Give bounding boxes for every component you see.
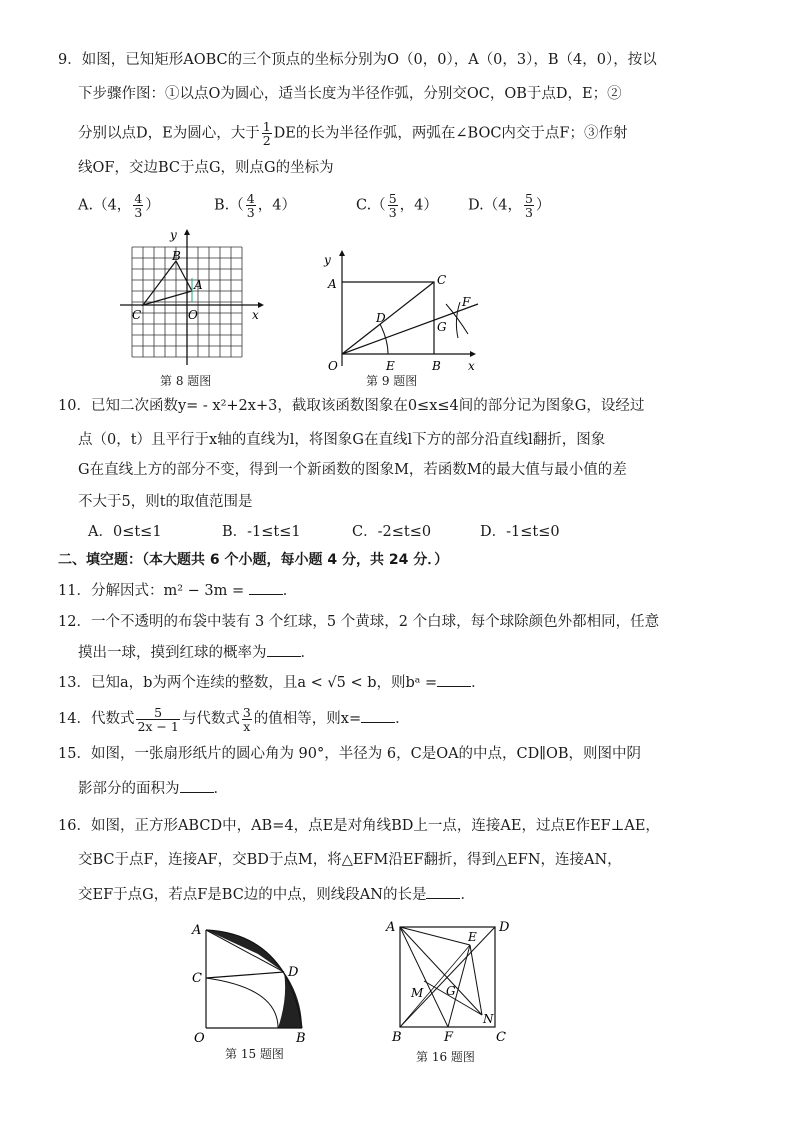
label-b: B <box>172 249 181 263</box>
figure-8 <box>110 225 280 370</box>
q13: 13．已知a，b为两个连续的整数，且a < √5 < b，则bᵃ = ． <box>58 672 486 693</box>
q16-line-2: 交BC于点F，连接AF，交BD于点M，将△EFM沿EF翻折，得到△EFN，连接AN， <box>78 852 622 868</box>
figure-9-caption: 第 9 题图 <box>366 374 418 388</box>
label-a: A <box>328 277 337 291</box>
q16-answer-blank[interactable] <box>426 884 460 899</box>
q12-line-1: 12．一个不透明的布袋中装有 3 个红球，5 个黄球，2 个白球，每个球除颜色外都相同，任意 <box>58 614 660 630</box>
label-o: O <box>328 359 338 373</box>
q12-line-2: 摸出一球，摸到红球的概率为 ． <box>78 642 315 663</box>
label-b: B <box>392 1030 402 1045</box>
label-g: G <box>437 320 447 334</box>
q16-line-1: 16．如图，正方形ABCD中，AB=4，点E是对角线BD上一点，连接AE，过点E作EF⊥AE， <box>58 818 660 834</box>
q9-line-3: 分别以点D，E为圆心，大于 $\frac{1}{2}$ DE的长为半径作弧，两弧在∠BOC内交于点F；③作射 <box>78 119 628 148</box>
shaded-region-lower <box>278 972 302 1028</box>
label-o: O <box>194 1031 205 1046</box>
q9-option-c[interactable]: C.（ $\frac{5}{3}$ ，4） <box>356 191 438 220</box>
label-n: N <box>483 1012 494 1026</box>
figure-15-caption: 第 15 题图 <box>225 1047 284 1061</box>
q9-line-1: 9．如图，已知矩形AOBC的三个顶点的坐标分别为O（0，0），A（0，3），B（4，0），按以 <box>58 52 657 68</box>
diagonal-oc <box>342 282 434 354</box>
label-o: O <box>188 308 198 322</box>
label-m: M <box>411 986 424 1000</box>
label-a: A <box>386 920 396 935</box>
label-c: C <box>132 308 142 322</box>
q9-option-b[interactable]: B.（ $\frac{4}{3}$ ，4） <box>214 191 296 220</box>
label-b: B <box>432 359 441 373</box>
label-e: E <box>468 930 477 944</box>
label-y: y <box>170 228 177 242</box>
label-d: D <box>376 311 386 325</box>
q16-line-3: 交EF于点G，若点F是BC边的中点，则线段AN的长是 ． <box>78 884 475 905</box>
q10-line-4: 不大于5，则t的取值范围是 <box>78 494 253 510</box>
q14: 14．代数式 $\frac{5}{2x - 1}$ 与代数式 $\frac{3}{x}$ 的值相等，则x= ． <box>58 704 410 734</box>
figure-16-caption: 第 16 题图 <box>416 1050 475 1064</box>
label-c: C <box>496 1030 506 1045</box>
label-a: A <box>194 278 203 292</box>
q12-answer-blank[interactable] <box>267 642 301 657</box>
q11: 11．分解因式：m² − 3m = ． <box>58 580 297 601</box>
q15-line-1: 15．如图，一张扇形纸片的圆心角为 90°，半径为 6，C是OA的中点，CD∥OB，则图中阴 <box>58 746 642 762</box>
label-d: D <box>288 965 299 980</box>
q10-line-1: 10．已知二次函数y= - x²+2x+3，截取该函数图象在0≤x≤4间的部分记为图象G，设经过 <box>58 398 645 414</box>
q15-line-2: 影部分的面积为 ． <box>78 778 228 799</box>
fraction-half: $\frac{1}{2}$ <box>262 119 271 148</box>
label-x: x <box>252 308 259 322</box>
q9-line-2: 下步骤作图：①以点O为圆心，适当长度为半径作弧，分别交OC，OB于点D，E；② <box>78 86 622 102</box>
label-g: G <box>446 984 456 998</box>
label-e: E <box>386 359 395 373</box>
figure-16 <box>380 915 520 1045</box>
q11-answer-blank[interactable] <box>249 580 283 595</box>
label-x: x <box>468 359 475 373</box>
q10-option-d[interactable]: D．-1≤t≤0 <box>480 524 560 540</box>
label-y: y <box>324 253 331 267</box>
label-d: D <box>499 920 510 935</box>
label-b: B <box>296 1031 306 1046</box>
q9-option-d[interactable]: D.（4， $\frac{5}{3}$ ） <box>468 191 551 220</box>
figure-9 <box>318 248 488 378</box>
q15-answer-blank[interactable] <box>180 778 214 793</box>
figure-15 <box>188 918 328 1048</box>
q13-answer-blank[interactable] <box>437 672 471 687</box>
figure-8-caption: 第 8 题图 <box>160 374 212 388</box>
q10-option-a[interactable]: A．0≤t≤1 <box>88 524 162 540</box>
label-c: C <box>192 971 202 986</box>
label-a: A <box>192 923 202 938</box>
q10-option-b[interactable]: B．-1≤t≤1 <box>222 524 301 540</box>
section-2-heading: 二、填空题：（本大题共 6 个小题，每小题 4 分，共 24 分．） <box>58 552 449 568</box>
q10-line-2: 点（0，t）且平行于x轴的直线为l，将图象G在直线l下方的部分沿直线l翻折，图象 <box>78 432 606 448</box>
label-f: F <box>462 295 471 309</box>
q10-line-3: G在直线上方的部分不变，得到一个新函数的图象M，若函数M的最大值与最小值的差 <box>78 462 627 478</box>
triangle-abc <box>143 261 192 305</box>
q14-answer-blank[interactable] <box>361 708 395 723</box>
q9-line-4: 线OF，交边BC于点G，则点G的坐标为 <box>78 160 334 176</box>
label-f: F <box>444 1030 454 1045</box>
label-c: C <box>437 273 447 287</box>
q10-option-c[interactable]: C．-2≤t≤0 <box>352 524 432 540</box>
q9-option-a[interactable]: A.（4， $\frac{4}{3}$ ） <box>78 191 160 220</box>
